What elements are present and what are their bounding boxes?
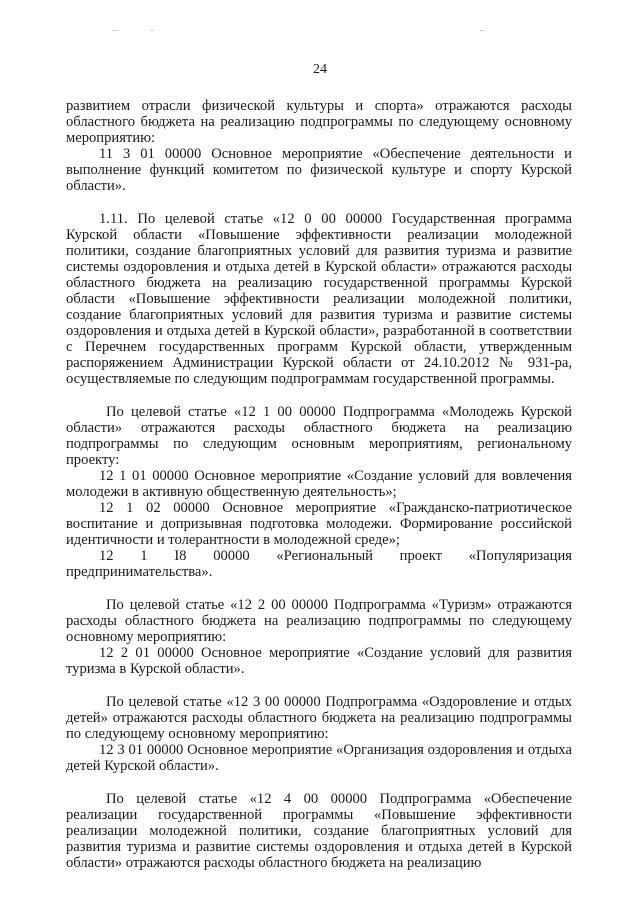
paragraph-item-12-1-i8: 12 1 I8 00000 «Региональный проект «Популяризация предпринимательства». [66,548,572,580]
paragraph-item-12-1-01: 12 1 01 00000 Основное мероприятие «Создание условий для вовлечения молодежи в активную общественную деятельность»; [66,468,572,500]
paragraph-item-11-3-01: 11 3 01 00000 Основное мероприятие «Обеспечение деятельности и выполнение функций комитетом по физической культуре и спорту Курской области». [66,146,572,194]
paragraph-12-4-00: По целевой статье «12 4 00 00000 Подпрограмма «Обеспечение реализации государственной программы «Повышение эффективности реализации молодежной политики, создание благоприятных условий для развития туризма и развитие системы оздоровления и отдыха детей в Курской области» отражаются расходы областного бюджета на реализацию [66,791,572,871]
body-text [66,98,572,871]
paragraph-12-2-00: По целевой статье «12 2 00 00000 Подпрограмма «Туризм» отражаются расходы областного бюджета на реализацию подпрограммы по следующему основному мероприятию: [66,597,572,645]
paragraph-continuation: развитием отрасли физической культуры и спорта» отражаются расходы областного бюджета на реализацию подпрограммы по следующему основному мероприятию: [66,98,572,146]
scan-speck [112,30,118,31]
page-number: 24 [313,62,327,77]
paragraph-item-12-1-02: 12 1 02 00000 Основное мероприятие «Гражданско-патриотическое воспитание и допризывная подготовка молодежи. Формирование российской идентичности и толерантности в молодежной среде»; [66,500,572,548]
paragraph-12-1-00: По целевой статье «12 1 00 00000 Подпрограмма «Молодежь Курской области» отражаются расходы областного бюджета на реализацию подпрограммы по следующим основным мероприятиям, региональному проекту: [66,404,572,468]
paragraph-item-12-2-01: 12 2 01 00000 Основное мероприятие «Создание условий для развития туризма в Курской области». [66,645,572,677]
scan-speck [150,30,154,31]
paragraph-item-12-3-01: 12 3 01 00000 Основное мероприятие «Организация оздоровления и отдыха детей Курской области». [66,742,572,774]
paragraph-12-3-00: По целевой статье «12 3 00 00000 Подпрограмма «Оздоровление и отдых детей» отражаются расходы областного бюджета на реализацию подпрограммы по следующему основному мероприятию: [66,694,572,742]
scan-speck [480,30,485,31]
paragraph-section-1-11: 1.11. По целевой статье «12 0 00 00000 Государственная программа Курской области «Повышение эффективности реализации молодежной политики, создание благоприятных условий для развития туризма и развитие системы оздоровления и отдыха детей в Курской области» отражаются расходы областного бюджета на реализацию государственной программы Курской области «Повышение эффективности реализации молодежной политики, создание благоприятных условий для развития туризма и развитие системы оздоровления и отдыха детей в Курской области», разработанной в соответствии с Перечнем государственных программ Курской области, утвержденным распоряжением Администрации Курской области от 24.10.2012 № 931-ра, осуществляемые по следующим подпрограммам государственной программы. [66,211,572,387]
